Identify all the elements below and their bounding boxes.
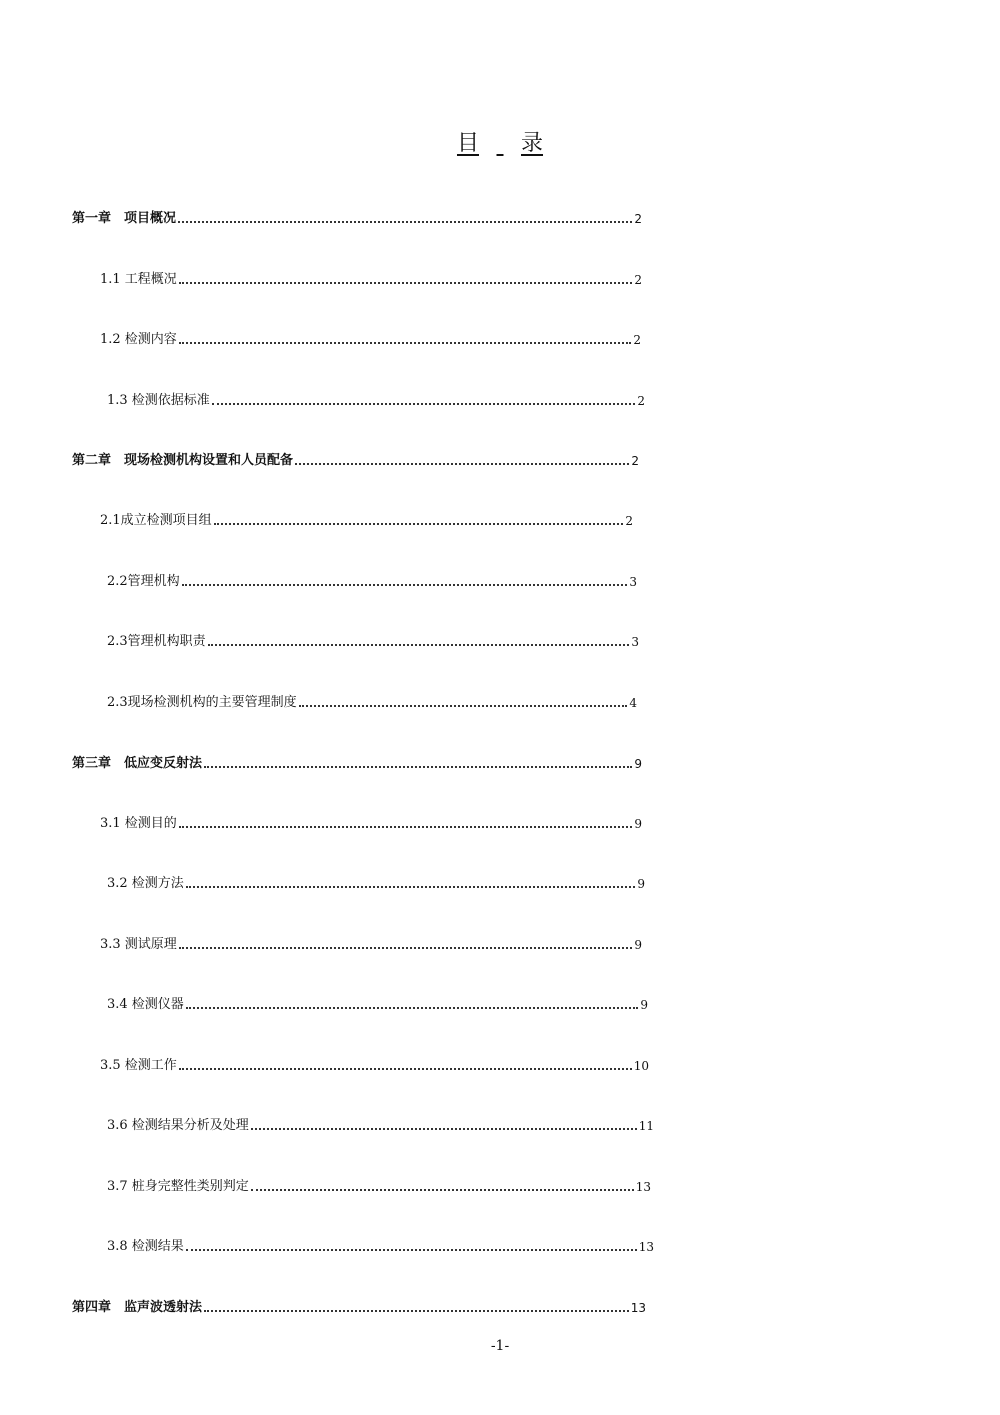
toc-entry-label: 3.6 检测结果分析及处理 [107, 1118, 249, 1133]
dot-leader [214, 523, 624, 525]
toc-title-char-2: 录 [521, 131, 544, 156]
dot-leader [208, 644, 630, 646]
toc-entry-label: 1.2 检测内容 [100, 332, 177, 347]
dot-leader [186, 1249, 637, 1251]
toc-entry-page: 2 [637, 394, 645, 408]
toc-entry-page: 9 [634, 757, 642, 771]
toc-entry-label: 2.3现场检测机构的主要管理制度 [107, 695, 297, 710]
dot-leader [179, 826, 633, 828]
dot-leader [179, 342, 632, 344]
dot-leader [295, 463, 629, 465]
dot-leader [179, 282, 633, 284]
toc-entry-label: 2.2管理机构 [107, 574, 180, 589]
toc-entry-page: 9 [634, 938, 642, 952]
toc-entry-page: 13 [635, 1180, 651, 1194]
toc-entry-label: 3.4 检测仪器 [107, 997, 184, 1012]
toc-entry-page: 2 [633, 333, 641, 347]
dot-leader [186, 1007, 639, 1009]
toc-entry-page: 13 [630, 1301, 646, 1315]
page-number: -1- [490, 1338, 510, 1354]
toc-title-gap [479, 131, 521, 156]
toc-entry-page: 2 [634, 212, 642, 226]
toc-entry-3-4[interactable] [107, 996, 648, 1014]
toc-entry-3-6[interactable] [107, 1117, 654, 1135]
toc-entry-page: 13 [638, 1240, 654, 1254]
dot-leader [251, 1128, 637, 1130]
toc-entry-label: 第一章 项目概况 [72, 211, 177, 226]
toc-entry-label: 3.1 检测目的 [100, 816, 177, 831]
toc-entry-page: 11 [638, 1119, 654, 1133]
toc-entry-page: 3 [629, 575, 637, 589]
toc-entry-label: 2.3管理机构职责 [107, 634, 206, 649]
toc-entry-page: 3 [631, 635, 639, 649]
toc-entry-1-2[interactable] [100, 331, 641, 349]
toc-entry-2-2[interactable] [107, 573, 637, 591]
dot-leader [299, 705, 628, 707]
toc-entry-2-3[interactable] [107, 633, 639, 651]
toc-entry-3-7[interactable] [107, 1178, 651, 1196]
toc-entry-label: 1.3 检测依据标准 [107, 393, 210, 408]
dot-leader [186, 886, 636, 888]
toc-entry-page: 10 [633, 1059, 649, 1073]
toc-entry-label: 1.1 工程概况 [100, 272, 177, 287]
toc-entry-page: 2 [631, 454, 639, 468]
toc-entry-chapter-3[interactable] [72, 755, 642, 773]
toc-entry-page: 2 [634, 273, 642, 287]
toc-entry-chapter-2[interactable] [72, 452, 639, 470]
toc-entry-label: 第二章 现场检测机构设置和人员配备 [72, 453, 294, 468]
toc-entry-chapter-1[interactable] [72, 210, 642, 228]
toc-entry-label: 2.1成立检测项目组 [100, 513, 212, 528]
toc-entry-1-1[interactable] [100, 271, 642, 289]
toc-entry-3-1[interactable] [100, 815, 642, 833]
toc-entry-3-2[interactable] [107, 875, 645, 893]
toc-entry-3-5[interactable] [100, 1057, 649, 1075]
toc-entry-2-3-rules[interactable] [107, 694, 637, 712]
toc-entry-label: 3.8 检测结果 [107, 1239, 184, 1254]
dot-leader [182, 584, 628, 586]
toc-title-char-1: 目 [456, 131, 479, 156]
toc-entry-label: 第四章 监声波透射法 [72, 1300, 203, 1315]
dot-leader [179, 1068, 632, 1070]
dot-leader [178, 221, 632, 223]
toc-entry-1-3[interactable] [107, 392, 645, 410]
toc-entry-3-3[interactable] [100, 936, 642, 954]
toc-entry-label: 第三章 低应变反射法 [72, 756, 203, 771]
dot-leader [204, 1310, 629, 1312]
toc-entry-chapter-4[interactable] [72, 1299, 646, 1317]
dot-leader [179, 947, 633, 949]
toc-entry-page: 9 [634, 817, 642, 831]
toc-entry-label: 3.3 测试原理 [100, 937, 177, 952]
dot-leader [212, 403, 636, 405]
toc-title [0, 126, 1000, 157]
dot-leader [251, 1189, 634, 1191]
toc-entry-page: 4 [629, 696, 637, 710]
toc-entry-2-1[interactable] [100, 512, 633, 530]
toc-entry-page: 2 [625, 514, 633, 528]
toc-entry-page: 9 [640, 998, 648, 1012]
toc-entry-3-8[interactable] [107, 1238, 654, 1256]
toc-entry-label: 3.5 检测工作 [100, 1058, 177, 1073]
toc-entry-label: 3.7 桩身完整性类别判定 [107, 1179, 249, 1194]
toc-entry-page: 9 [637, 877, 645, 891]
toc-entry-label: 3.2 检测方法 [107, 876, 184, 891]
dot-leader [204, 766, 632, 768]
